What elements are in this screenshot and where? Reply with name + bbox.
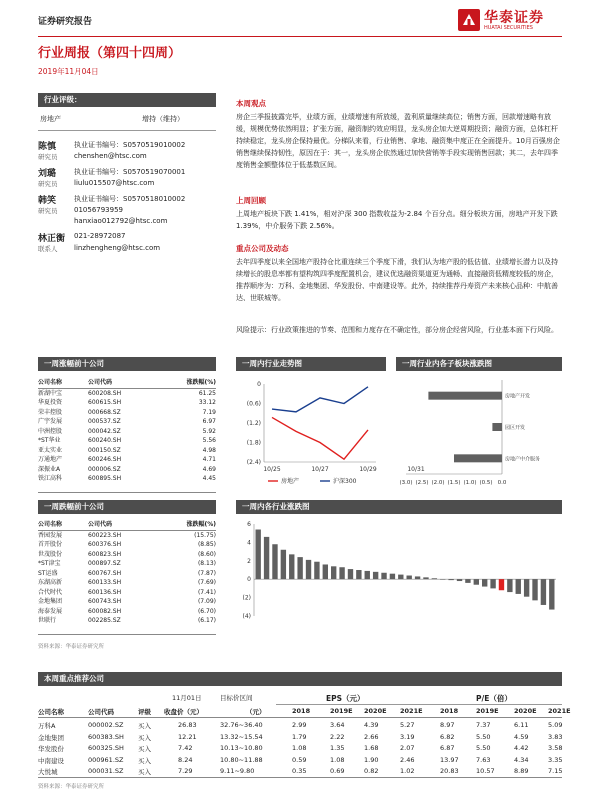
bar [428,392,502,400]
recs-header: 本周重点推荐公司 [38,672,562,686]
industry-change-bar-chart [236,516,562,656]
table-row [38,398,216,408]
table-row [38,408,216,418]
table-row [38,474,216,484]
analyst-role: 联系人 [38,245,58,253]
table-row [38,427,216,437]
recs-cell: 买入 [138,733,151,742]
bar [390,574,395,580]
recs-cell: 7.63 [476,755,491,764]
cell-code: 000537.SZ [88,418,121,425]
y-tick-label: 6 [247,521,251,528]
bar [454,454,502,462]
gainers-header: 一周涨幅前十公司 [38,357,216,371]
rating-value: 增持（维持） [142,115,184,123]
cell-code: 600082.SH [88,607,122,615]
recs-cell: 9.11~9.80 [220,767,255,775]
recs-cell: 10.57 [476,767,495,775]
category-label: 房地产中介服务 [505,456,541,463]
x-tick-label: (2.5) [415,480,429,486]
cell-code: 600133.SH [88,579,122,586]
cell-change: 61.25 [198,389,216,397]
recs-h-code: 公司代码 [88,708,114,716]
recs-cell: 0.69 [330,767,345,775]
recs-cell: 金地集团 [38,733,64,742]
cell-code: 600767.SH [88,569,122,577]
x-tick-label: (0.5) [479,480,493,486]
analyst-name: 林正衡 [38,234,66,244]
cell-name: 首开股份 [38,541,63,548]
rating-sector: 房地产 [40,115,61,123]
section-review-title: 上周回顾 [236,196,266,205]
bar [415,576,420,579]
x-tick-label: 10/29 [359,466,377,473]
cell-code: 600136.SH [88,588,122,596]
section-risk-text: 风险提示：行业政策推进的节奏、范围和力度存在不确定性，部分房企经营风险，行业基本面下行风险。 [236,326,558,334]
report-title: 行业周报（第四十四周） [38,46,182,61]
cell-change: 4.45 [202,475,216,482]
report-date: 2019年11月04日 [38,67,99,76]
recs-cell: 2.99 [292,721,307,729]
table-row [38,616,216,626]
recs-cell: 3.64 [330,721,345,729]
bar [448,579,453,580]
bar [432,578,437,579]
chart3-header: 一周内各行业涨跌图 [236,500,562,514]
cell-change: 7.19 [202,408,216,416]
bar [331,566,336,579]
y-tick-label: (2.4) [246,459,261,466]
analyst-license: 执业证书编号：S0570519070001 [74,168,186,176]
y-tick-label: (4) [242,613,251,620]
analyst-role: 研究员 [38,207,58,215]
x-tick-label: 0.0 [497,480,507,486]
recs-year-header: 2018 [292,707,311,715]
recs-cell: 3.35 [548,755,563,764]
cell-code: 600895.SH [88,475,122,482]
cell-name: ST运盛 [38,569,58,577]
analyst-name: 刘璐 [38,169,57,179]
brand-name-cn: 华泰证券 [484,10,544,26]
cell-change: (7.41) [197,588,216,596]
bar [272,544,277,579]
y-tick-label: (1.2) [246,420,261,427]
y-tick-label: 0 [247,576,251,584]
x-tick-label: 10/27 [311,466,329,473]
recs-cell: 1.68 [364,744,379,752]
recs-cell: 2.22 [330,732,345,741]
cell-code: 600223.SH [88,531,122,539]
bar [306,560,311,579]
series-line [272,387,368,412]
recs-year-header: 2019E [330,707,353,715]
recs-h-target: 目标价区间 [220,694,253,702]
x-tick-label: (1.5) [447,480,461,486]
recs-h-price: 11月01日 [172,694,202,702]
recs-cell: 26.83 [178,721,197,729]
table-row [38,607,216,617]
bar [314,562,319,579]
recs-cell: 万科A [38,722,56,730]
recs-cell: 2.46 [400,755,415,764]
table-row [38,588,216,598]
recs-cell: 5.27 [400,721,415,729]
bar [407,576,412,580]
cell-change: (7.69) [197,579,216,586]
recs-cell: 4.42 [514,744,529,752]
bar [356,570,361,579]
analyst-role: 研究员 [38,153,58,161]
header-rule [38,36,562,37]
bar [474,579,479,585]
losers-header: 一周跌幅前十公司 [38,500,216,514]
bar [524,579,529,596]
bar [256,530,261,580]
recs-rule-mid [276,704,562,705]
recs-cell: 12.21 [178,732,197,741]
col-header-change: 涨跌幅(%) [186,379,216,386]
section-review-text: 上周地产板块下跌 1.41%，相对沪深 300 指数收益为-2.84 个百分点。细分板块方面，房地产开发下跌 1.39%，中介服务下跌 2.56%。 [236,210,558,230]
col-header-change: 涨跌幅(%) [186,521,216,528]
x-tick-label: (2.0) [431,480,445,486]
recs-cell: 1.08 [292,744,307,752]
y-tick-label: 0 [257,381,261,388]
cell-code: 600743.SH [88,598,122,605]
recs-cell: 13.32~15.54 [220,732,263,741]
recs-cell: 7.42 [178,744,193,752]
table-row [38,597,216,607]
bar [516,579,521,594]
analyst-phone: 021-28972087 [74,232,126,240]
industry-trend-line-chart [236,374,425,499]
table-body [38,389,216,484]
recs-cell: 5.50 [476,744,491,752]
section-focus-text: 去年四季度以来全国地产股持仓比重连续三个季度下滑，我们认为地产股的低估值、业绩增长潜力以及持续增长的股息率都有望构筑四季度配置机会，建议优选融资渠道更为通畅、直接融资低精度较低的房企，推荐顺序为：万科、金地集团、华发股份、中南建设等。此外，持续推荐丹寿资产未来核心品种：中航善达、世联城等。 [236,258,558,302]
recs-cell: 4.39 [364,721,379,729]
cell-change: 4.98 [202,446,216,454]
cell-change: 33.12 [198,399,216,406]
cell-name: 万通地产 [38,456,63,463]
col-header-name: 公司名称 [38,521,63,528]
bar [423,577,428,579]
recs-cell: 4.34 [514,755,529,764]
recs-cell: 600325.SH [88,744,124,752]
recs-rule-bottom [38,777,562,778]
recs-cell: 0.59 [292,755,307,764]
table-row [38,417,216,427]
rating-divider [38,130,216,131]
cell-name: 中洲控股 [38,427,63,435]
brand-logo [458,6,563,34]
x-tick-label: 10/25 [263,466,281,473]
cell-change: (8.85) [197,541,216,548]
cell-code: 600615.SH [88,399,122,406]
cell-name: 金地集团 [38,598,63,605]
recs-h-name: 公司名称 [38,708,64,716]
bar [465,579,470,583]
x-tick-label: (1.0) [463,480,477,486]
y-tick-label: (1.8) [246,439,261,447]
recs-cell: 000961.SZ [88,755,124,764]
recs-cell: 20.83 [440,767,459,775]
recs-rule-top [38,717,562,718]
analyst-license: 执业证书编号：S0570518010002 [74,195,186,203]
recs-cell: 6.87 [440,744,455,752]
cell-name: 荣丰控股 [38,408,63,416]
recs-cell: 5.09 [548,721,563,729]
recs-year-header: 2019E [476,707,499,715]
analyst-email[interactable]: hanxiao012792@htsc.com [74,217,168,225]
cell-name: 海泰发展 [38,607,63,615]
legend-label: 沪深300 [333,478,357,485]
category-label: 房地产开发 [505,393,531,400]
bar [532,579,537,600]
cell-change: (7.87) [197,569,216,577]
cell-code: 600240.SH [88,437,122,444]
table-row [38,550,216,560]
col-header-code: 公司代码 [88,521,113,528]
y-tick-label: (0.6) [246,400,261,408]
cell-code: 600376.SH [88,541,122,548]
gainers-bottom-rule [38,492,216,493]
recs-h-pe: P/E（倍） [476,694,512,703]
table-row [38,559,216,569]
recs-cell: 5.50 [476,732,491,741]
recs-h-target2: （元） [246,708,266,716]
section-view-text: 房企三季报披露完毕，业绩方面，业绩增速有所放缓，盈利质量继续高位；销售方面，回款增速略有放缓，规模优势依然明显；扩张方面，融资制约效应明显，龙头房企加大逆周期投资；融资方面，总体杠杆持续稳定，龙头房企保持最优。分梯队来看，行业销售、拿地、融资集中度正在全面提升。10月百强房企销售继续保持韧性，原因在于：其一，龙头房企依然通过加快营销等手段实现销售回款；其二，去年四季度销售金额整体位于低基数区间。 [236,113,560,169]
recs-cell: 1.90 [364,755,379,764]
cell-name: 华夏投资 [38,399,63,406]
table-row [38,389,216,399]
recs-cell: 买入 [138,756,151,765]
cell-code: 600246.SH [88,456,122,463]
recs-cell: 0.35 [292,767,307,775]
table-row [38,446,216,456]
cell-change: (8.13) [197,560,216,567]
bar [365,571,370,579]
cell-code: 000150.SZ [88,446,121,454]
analyst-email[interactable]: linzhengheng@htsc.com [74,244,161,252]
col-header-name: 公司名称 [38,379,63,386]
recs-cell: 3.83 [548,732,563,741]
recs-cell: 买入 [138,722,151,730]
recs-cell: 2.66 [364,732,379,741]
table-row [38,436,216,446]
recs-h-eps: EPS（元） [326,694,365,703]
bar [373,572,378,579]
bar [348,569,353,579]
series-line [272,417,368,459]
table-row [38,465,216,475]
brand-name-en: HUATAI SECURITIES [484,25,533,31]
table-row [38,531,216,541]
recs-cell: 8.97 [440,721,455,729]
recs-cell: 7.29 [178,767,193,775]
recs-year-header: 2018 [440,707,459,715]
recs-year-header: 2020E [514,707,537,715]
cell-name: 铁江高科 [38,475,63,482]
analyst-name: 陈慎 [38,142,57,152]
recs-cell: 10.13~10.80 [220,744,263,752]
recs-cell: 买入 [138,745,151,753]
y-tick-label: (2) [242,594,251,602]
recs-cell: 7.37 [476,721,491,729]
recs-cell: 0.82 [364,767,379,775]
recs-cell: 13.97 [440,755,459,764]
cell-code: 600823.SH [88,550,122,558]
x-tick-label: 10/31 [407,466,425,473]
cell-change: 6.97 [202,418,216,425]
table-header-row [38,378,216,388]
table-row [38,578,216,588]
bar [492,423,502,431]
bar [549,579,554,609]
cell-name: 亚太实业 [38,446,63,454]
table-row [38,569,216,579]
bar [440,579,445,580]
bar [457,579,462,581]
cell-code: 000006.SZ [88,465,121,473]
y-tick-label: 4 [247,539,251,547]
category-label: 园区开发 [505,425,526,431]
recs-cell: 000031.SZ [88,767,124,775]
bar [281,550,286,579]
analyst-name: 韩笑 [38,196,57,206]
analyst-role: 研究员 [38,180,58,188]
cell-name: *ST华业 [38,437,61,444]
recs-cell: 8.89 [514,767,529,775]
recs-cell: 中南建设 [38,756,64,765]
bar [541,579,546,605]
recs-cell: 10.80~11.88 [220,755,263,764]
rating-header: 行业评级： [38,93,216,107]
chart2-header: 一周行业内各子板块涨跌图 [396,357,562,371]
recs-cell: 3.58 [548,744,563,752]
cell-code: 000668.SZ [88,408,121,416]
recs-cell: 000002.SZ [88,721,124,729]
cell-change: (6.70) [197,607,216,615]
bar [297,557,302,579]
recs-cell: 1.02 [400,767,415,775]
recs-cell: 1.08 [330,755,345,764]
recs-cell: 华发股份 [38,745,64,753]
bar [507,579,512,592]
cell-name: 广宇发展 [38,418,63,425]
recs-cell: 大悦城 [38,768,58,776]
cell-change: (8.60) [197,550,216,558]
huatai-logo-icon [458,9,480,31]
col-header-code: 公司代码 [88,379,113,386]
cell-name: 东湖高新 [38,579,63,586]
cell-code: 000042.SZ [88,427,121,435]
recs-cell: 6.11 [514,721,529,729]
recs-cell: 1.35 [330,744,345,752]
table-header-row [38,520,216,530]
analyst-email[interactable]: liulu015507@htsc.com [74,179,155,187]
cell-change: 4.71 [202,456,216,463]
source-note: 资料来源：华泰证券研究所 [38,644,105,650]
subsector-bar-chart [396,374,562,499]
recs-cell: 1.79 [292,732,307,741]
table-row [38,540,216,550]
cell-name: 香园发展 [38,531,63,539]
cell-change: 5.92 [202,427,216,435]
cell-change: (6.17) [197,617,216,624]
cell-name: *ST津宝 [38,560,61,567]
recs-h-price2: 收盘价（元） [164,708,203,716]
bar [323,564,328,579]
table-row [38,455,216,465]
gainers-table [38,378,216,483]
cell-name: 世茂股份 [38,550,63,558]
cell-name: 深振业A [38,465,61,473]
cell-code: 000897.SZ [88,560,121,567]
losers-bottom-rule [38,634,216,635]
analyst-license: 执业证书编号：S0570519010002 [74,141,186,149]
legend-label: 房地产 [281,478,300,485]
section-focus-title: 重点公司及动态 [236,244,289,253]
recs-cell: 4.59 [514,732,529,741]
recs-cell: 2.07 [400,744,415,752]
cell-change: (15.75) [194,531,216,539]
analyst-email[interactable]: chenshen@htsc.com [74,152,147,160]
bar [264,537,269,579]
report-type-label: 证券研究报告 [38,17,93,27]
x-tick-label: (3.0) [399,480,413,486]
cell-change: 4.69 [202,465,216,473]
cell-name: 新湖中宝 [38,389,63,397]
chart1-header: 一周内行业走势图 [236,357,386,371]
cell-name: 合代时代 [38,588,63,596]
recs-cell: 32.76~36.40 [220,721,263,729]
recs-cell: 买入 [138,768,151,776]
bar [398,575,403,580]
losers-table [38,520,216,625]
recs-cell: 7.15 [548,767,563,775]
table-body [38,531,216,626]
recs-cell: 600383.SH [88,732,124,741]
recs-cell: 8.24 [178,755,193,764]
cell-code: 600208.SH [88,389,122,397]
cell-change: 5.56 [202,437,216,444]
y-tick-label: 2 [247,557,251,565]
bar [381,573,386,579]
cell-name: 世联行 [38,617,57,624]
bar [490,579,495,588]
recs-cell: 3.19 [400,732,415,741]
section-view-title: 本周观点 [236,99,266,108]
bar [339,567,344,579]
bar [499,579,504,590]
cell-change: (7.09) [197,598,216,605]
source-note-bottom: 资料来源：华泰证券研究所 [38,784,105,790]
analyst-phone: 01056793959 [74,206,123,214]
recs-year-header: 2021E [548,707,571,715]
bar [482,579,487,586]
cell-code: 002285.SZ [88,617,121,624]
recs-h-rating: 评级 [138,708,151,716]
bar [289,554,294,579]
recs-year-header: 2021E [400,707,423,715]
recs-cell: 6.82 [440,732,455,741]
recs-year-header: 2020E [364,707,387,715]
